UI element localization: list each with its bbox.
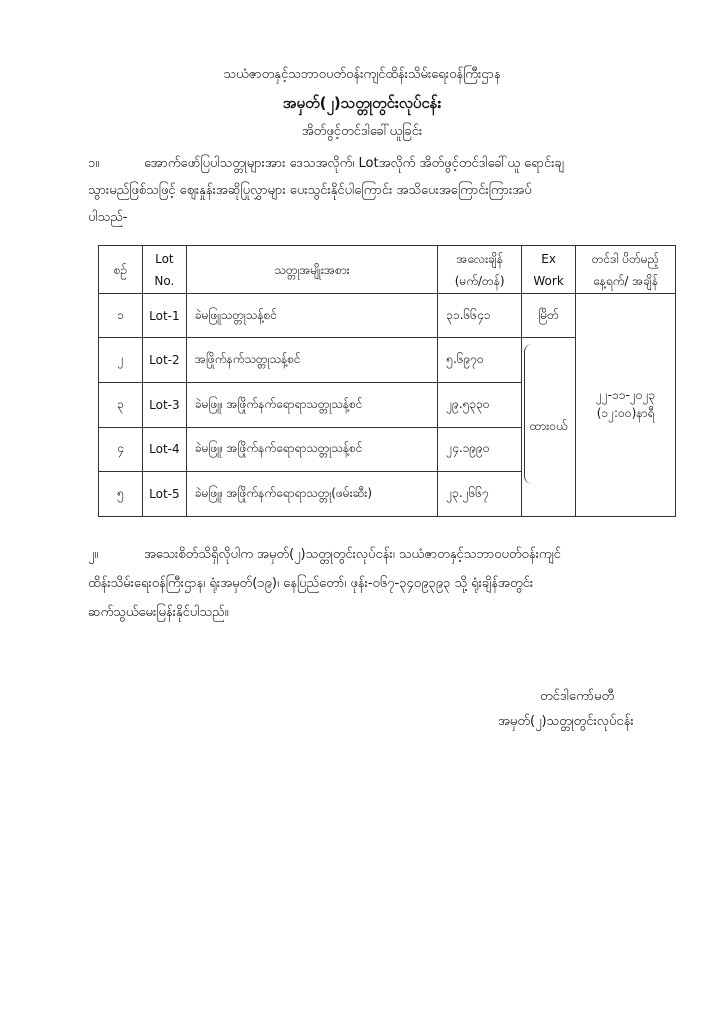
tender-closing-cell	[576, 294, 676, 517]
row1-weight: ၃၁.၆၆၄၁	[438, 294, 522, 338]
row2-lot: Lot-2	[142, 338, 186, 383]
row3-mineral: ခဲမဖြူ၊ အဖြိုက်နက်ရောရာသတ္တုသန့်စင်	[186, 383, 437, 427]
header-weight-line2: (မက်/တန်)	[454, 273, 505, 288]
row5-weight: ၂၃.၂၆၆၇	[438, 471, 522, 516]
row3-serial: ၃	[99, 383, 143, 427]
header-lot-no-line1: Lot	[155, 251, 174, 266]
row1-ex-work	[522, 294, 576, 338]
signature-committee: တင်ဒါကော်မတီ	[540, 689, 615, 704]
para1-number: ၁။	[88, 156, 100, 171]
header-ex-work-line1: Ex	[541, 251, 556, 266]
row2-serial: ၂	[99, 338, 143, 383]
row4-weight: ၂၄.၁၉၉၀	[438, 427, 522, 471]
header-weight	[438, 246, 522, 294]
header-weight-line1: အလေးချိန်	[456, 251, 503, 266]
ex-work-myeik: မြိတ်	[538, 307, 559, 322]
row4-lot: Lot-4	[142, 427, 186, 471]
table-row	[99, 294, 676, 338]
row1-mineral: ခဲမဖြူသတ္တုသန့်စင်	[186, 294, 437, 338]
notice-subject: အိတ်ဖွင့်တင်ဒါခေါ်ယူခြင်း	[301, 124, 423, 139]
row2-mineral: အဖြိုက်နက်သတ္တုသန့်စင်	[186, 338, 437, 383]
ex-work-bracket	[524, 344, 535, 484]
header-ex-work-line2: Work	[533, 273, 564, 288]
row4-mineral: ခဲမဖြူ၊ အဖြိုက်နက်ရောရာသတ္တုသန့်စင်	[186, 427, 437, 471]
para2-line-3: ဆက်သွယ်မေးမြန်းနိုင်ပါသည်။	[88, 605, 229, 620]
row3-weight: ၂၉.၅၃၃၀	[438, 383, 522, 427]
enterprise-title: အမှတ်(၂)သတ္တုတွင်းလုပ်ငန်း	[282, 94, 442, 112]
para2-line-2: ထိန်းသိမ်းရေးဝန်ကြီးဌာန၊ ရုံးအမှတ်(၁၉)၊ နေပြည်တော်၊ ဖုန်း-၀၆၇-၃၄၀၉၃၉၃ သို့ ရုံးချိန်အတွင်း	[88, 576, 534, 591]
para1-line-3: ပါသည်-	[88, 210, 128, 225]
para2-number: ၂။	[88, 547, 99, 562]
row5-mineral: ခဲမဖြူ၊ အဖြိုက်နက်ရောရာသတ္တု(ဖမ်းဆီး)	[186, 471, 437, 516]
table-header-row	[99, 246, 676, 294]
lots-table	[98, 245, 676, 517]
tender-date: ၂၂-၁၁-၂၀၂၃	[595, 388, 656, 403]
header-serial: စဉ်	[99, 246, 143, 294]
row5-lot: Lot-5	[142, 471, 186, 516]
header-tender-line2: နေ့ရက်/ အချိန်	[592, 273, 659, 288]
header-lot-no-line2: No.	[154, 273, 175, 288]
ministry-heading: သယံဇာတနှင့်သဘာဝပတ်ဝန်းကျင်ထိန်းသိမ်းရေးဝန်ကြီးဌာန	[223, 67, 501, 82]
tender-time: (၁၂:၀၀)နာရီ	[596, 406, 655, 421]
para1-line-1: အောက်ဖော်ပြပါသတ္တုများအား ဒေသအလိုက်၊ Lotအလိုက် အိတ်ဖွင့်တင်ဒါခေါ်ယူ ရောင်းချ	[144, 156, 564, 171]
para1-line-2: သွားမည်ဖြစ်သဖြင့် ဈေးနှုန်းအဆိုပြုလွှာများ ပေးသွင်းနိုင်ပါကြောင်း အသိပေးအကြောင်းကြားအပ်	[88, 183, 532, 198]
header-tender-line1: တင်ဒါ ပိတ်မည့်	[591, 251, 660, 266]
header-tender	[576, 246, 676, 294]
para2-line-1: အသေးစိတ်သိရှိလိုပါက အမှတ်(၂)သတ္တုတွင်းလုပ်ငန်း၊ သယံဇာတနှင့်သဘာဝပတ်ဝန်းကျင်	[144, 547, 561, 562]
row1-serial: ၁	[99, 294, 143, 338]
header-lot-no	[142, 246, 186, 294]
row3-lot: Lot-3	[142, 383, 186, 427]
ex-work-dawei: ထားဝယ်	[529, 419, 568, 434]
row5-serial: ၅	[99, 471, 143, 516]
row4-serial: ၄	[99, 427, 143, 471]
header-mineral: သတ္တုအမျိုးအစား	[186, 246, 437, 294]
header-ex-work	[522, 246, 576, 294]
row2-weight: ၅.၆၉၇၀	[438, 338, 522, 383]
signature-enterprise: အမှတ်(၂)သတ္တုတွင်းလုပ်ငန်း	[498, 714, 634, 729]
row1-lot: Lot-1	[142, 294, 186, 338]
